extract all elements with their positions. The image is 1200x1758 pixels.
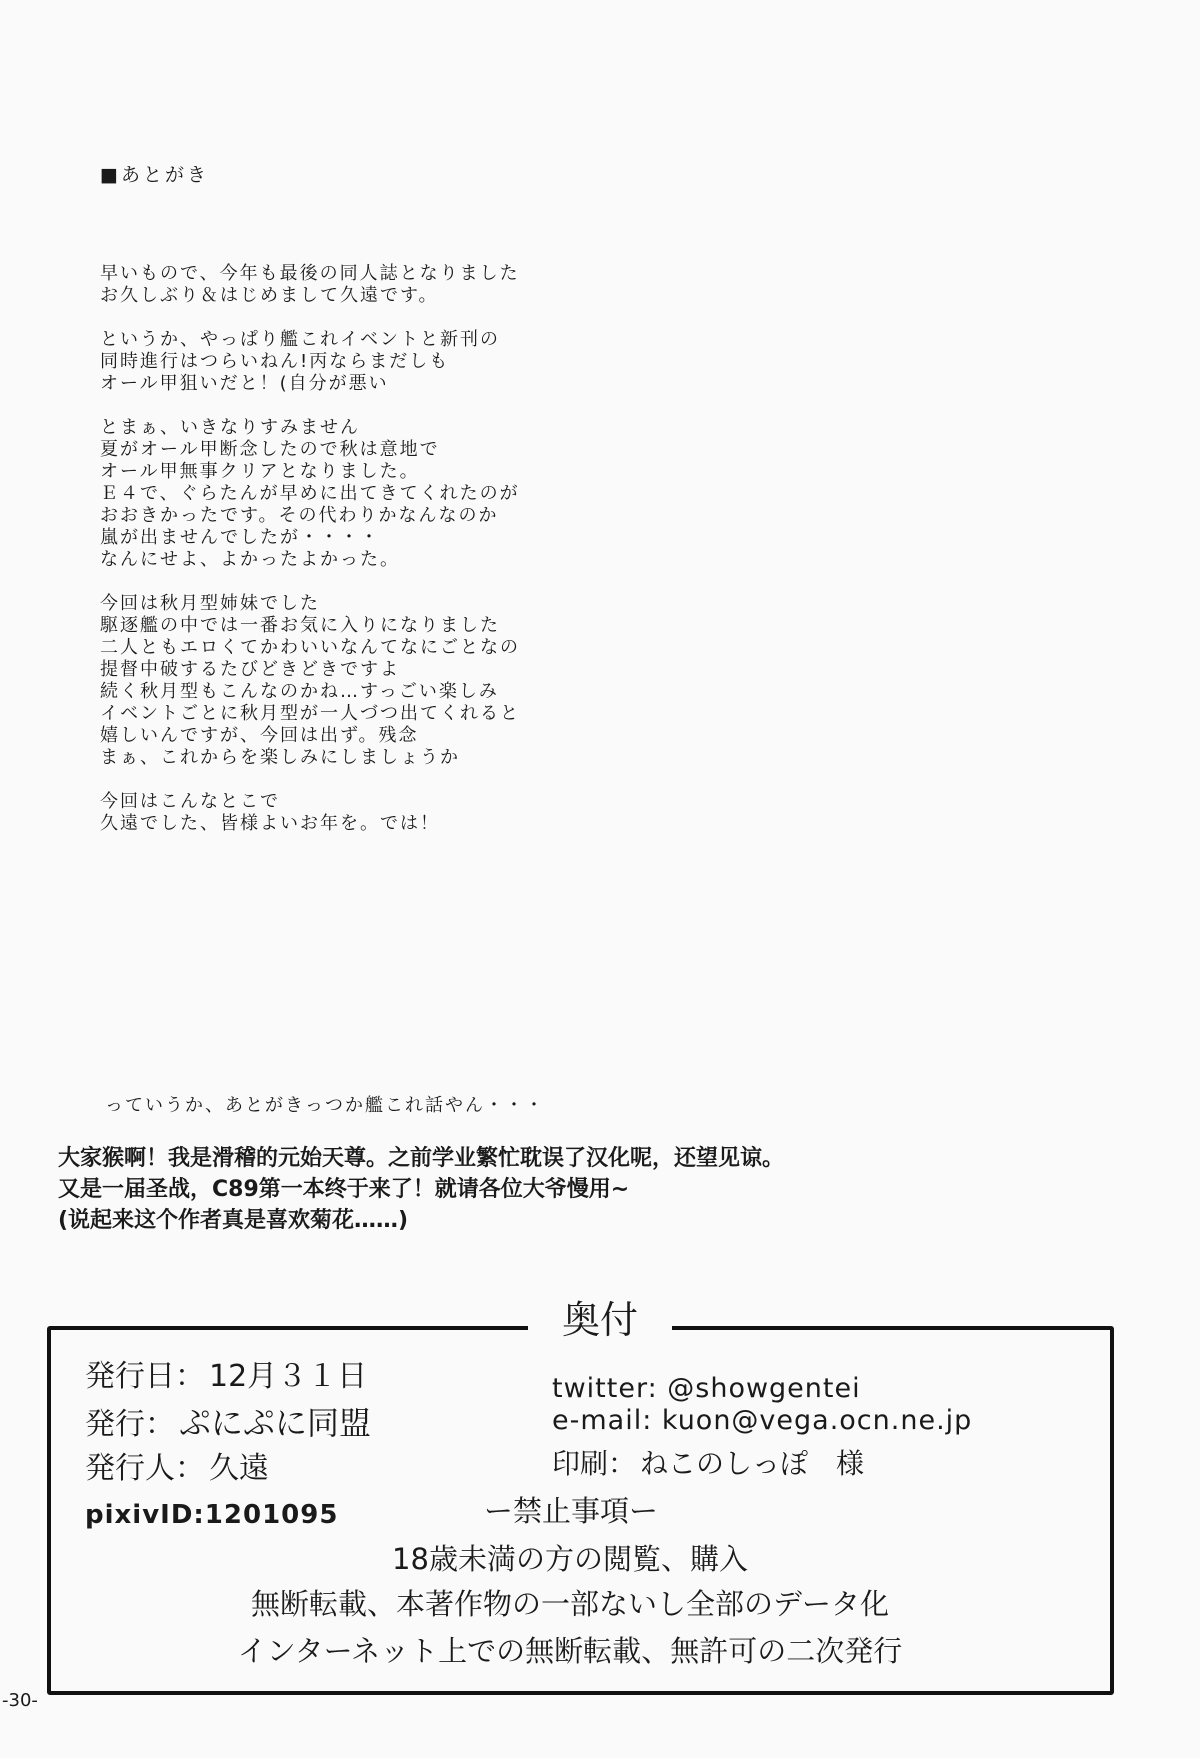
- printer-label: 印刷：: [552, 1447, 637, 1480]
- issuer-label: 発行人：: [85, 1451, 205, 1486]
- afterword-line: 同時進行はつらいねん!丙ならまだしも: [100, 351, 450, 372]
- publisher: [85, 1406, 371, 1442]
- translator-note-line: (说起来这个作者真是喜欢菊花……): [58, 1208, 409, 1233]
- afterword-line: イベントごとに秋月型が一人づつ出てくれると: [100, 703, 520, 724]
- publisher-value: ぷにぷに同盟: [179, 1404, 372, 1442]
- afterword-line: 久遠でした、皆様よいお年を。では！: [100, 813, 440, 834]
- afterword-line: Ｅ４で、ぐらたんが早めに出てきてくれたのが: [100, 483, 520, 504]
- translator-note-line: 大家猴啊！我是滑稽的元始天尊。之前学业繁忙耽误了汉化呢，还望见谅。: [58, 1146, 785, 1171]
- afterword-line: 続く秋月型もこんなのかね…すっごい楽しみ: [100, 681, 499, 702]
- issue-date-value: 12月３１日: [209, 1359, 368, 1394]
- afterword-heading: ■あとがき: [100, 164, 209, 186]
- prohibition-item: インターネット上での無断転載、無許可の二次発行: [237, 1634, 903, 1668]
- afterword-line: 提督中破するたびどきどきですよ: [100, 659, 400, 680]
- prohibitions-title: ー禁止事項ー: [483, 1494, 658, 1528]
- page-number: -30-: [2, 1690, 38, 1711]
- afterword-line: 早いもので、今年も最後の同人誌となりました: [100, 263, 520, 284]
- prohibition-item: 18歳未満の方の閲覧、購入: [392, 1542, 748, 1576]
- translator-note-line: 又是一届圣战，C89第一本终于来了！就请各位大爷慢用~: [58, 1177, 630, 1202]
- afterword-line: 嵐が出ませんでしたが・・・・: [100, 527, 380, 548]
- afterword-paragraph: [100, 417, 600, 571]
- afterword-line: 嬉しいんですが、今回は出ず。残念: [100, 725, 419, 746]
- prohibition-item: 無断転載、本著作物の一部ないし全部のデータ化: [250, 1587, 889, 1621]
- afterword-line: とまぁ、いきなりすみません: [100, 417, 360, 438]
- issuer-value: 久遠: [209, 1451, 269, 1486]
- afterword-line: オール甲無事クリアとなりました。: [100, 461, 420, 482]
- colophon-title: [0, 1298, 1200, 1342]
- afterword-line: まぁ、これからを楽しみにしましょうか: [100, 747, 460, 768]
- translator-note: [58, 1143, 784, 1236]
- afterword-line: 二人ともエロくてかわいいなんてなにごとなの: [100, 637, 520, 658]
- printer-value: ねこのしっぽ 様: [640, 1447, 865, 1480]
- afterword-line: 駆逐艦の中では一番お気に入りになりました: [100, 615, 500, 636]
- afterword-line: おおきかったです。その代わりかなんなのか: [100, 505, 499, 526]
- afterword-body: [100, 263, 600, 857]
- issue-date-label: 発行日：: [85, 1359, 205, 1394]
- afterword-line: 今回はこんなとこで: [100, 791, 280, 812]
- afterword-paragraph: [100, 593, 600, 769]
- afterword-paragraph: [100, 329, 600, 395]
- issue-date: [85, 1360, 367, 1394]
- pixiv-id: pixivID:1201095: [85, 1500, 339, 1530]
- afterword-line: オール甲狙いだと！(自分が悪い: [100, 373, 389, 394]
- afterword-line: なんにせよ、よかったよかった。: [100, 549, 400, 570]
- issuer: [85, 1452, 269, 1486]
- afterword-paragraph: [100, 791, 600, 835]
- afterword-line: 今回は秋月型姉妹でした: [100, 593, 320, 614]
- afterword-line: 夏がオール甲断念したので秋は意地で: [100, 439, 440, 460]
- afterword-line: というか、やっぱり艦これイベントと新刊の: [100, 329, 500, 350]
- afterword-paragraph: [100, 263, 600, 307]
- printer: [552, 1447, 864, 1481]
- afterword-footnote: っていうか、あとがきっつか艦これ話やん・・・: [105, 1095, 545, 1116]
- publisher-label: 発行：: [85, 1407, 175, 1442]
- email-address: e-mail: kuon@vega.ocn.ne.jp: [552, 1405, 973, 1436]
- twitter-handle: twitter: @showgentei: [552, 1373, 861, 1404]
- afterword-line: お久しぶり＆はじめまして久遠です。: [100, 285, 439, 306]
- colophon-title-text: 奥付: [528, 1298, 672, 1342]
